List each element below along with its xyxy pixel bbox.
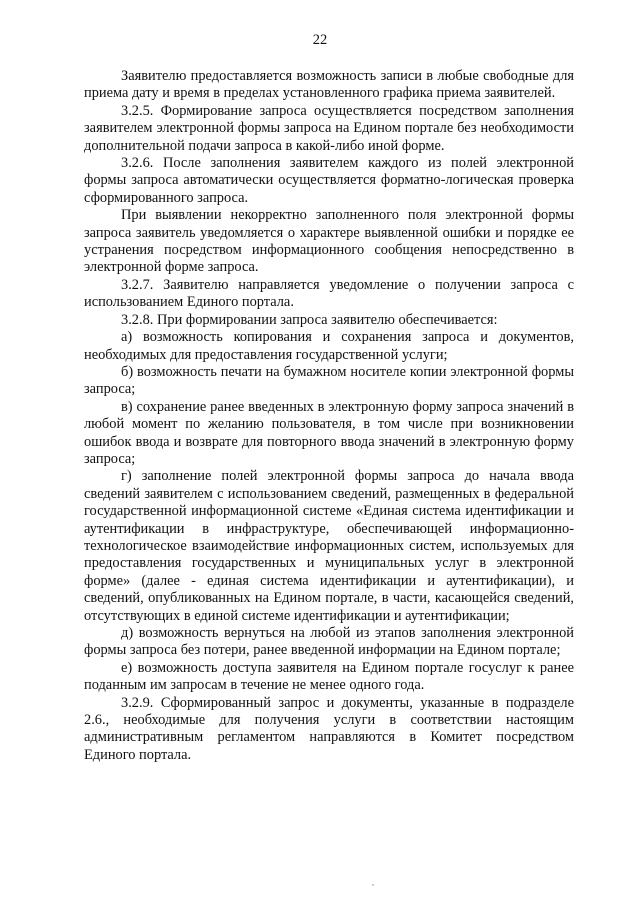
paragraph-3-2-7: 3.2.7. Заявителю направляется уведомление о получении запроса с использованием Единого портала. [84,276,574,311]
list-item-d: д) возможность вернуться на любой из этапов заполнения электронной формы запроса без потери, ранее введенной информации на Едином портале; [84,625,574,659]
paragraph-field-error-notice: При выявлении некорректно заполненного поля электронной формы запроса заявитель уведомляется о характере выявленной ошибки и порядке ее устранения посредством информационного сообщения непосредственно в электронной форме запроса. [84,207,574,276]
paragraph-appointment-booking: Заявителю предоставляется возможность записи в любые свободные для приема дату и время в пределах установленного графика приема заявителей. [84,68,574,102]
scan-speck [372,884,374,886]
list-item-g: г) заполнение полей электронной формы запроса до начала ввода сведений заявителем с использованием сведений, размещенных в федеральной государственной информационной системе «Единая система идентификации и аутентификации в инфраструктуре, обеспечивающей информационно-технологическое взаимодействие информационных систем, используемых для предоставления государственных и муниципальных услуг в электронной форме» (далее - единая система идентификации и аутентификации), и сведений, опубликованных на Едином портале, в части, касающейся сведений, отсутствующих в единой системе идентификации и аутентификации; [84,468,574,624]
paragraph-3-2-5: 3.2.5. Формирование запроса осуществляется посредством заполнения заявителем электронной формы запроса на Едином портале без необходимости дополнительной подачи запроса в какой-либо иной форме. [84,102,574,154]
list-item-e: е) возможность доступа заявителя на Едином портале госуслуг к ранее поданным им запросам в течение не менее одного года. [84,659,574,694]
page-number: 22 [312,32,328,48]
paragraph-3-2-6: 3.2.6. После заполнения заявителем каждого из полей электронной формы запроса автоматически осуществляется форматно-логическая проверка сформированного запроса. [84,155,574,206]
paragraph-3-2-9: 3.2.9. Сформированный запрос и документы, указанные в подразделе 2.6., необходимые для получения услуги в соответствии настоящим административным регламентом направляются в Комитет посредством Единого портала. [84,694,574,763]
document-body [84,68,574,764]
list-item-a: а) возможность копирования и сохранения запроса и документов, необходимых для предоставления государственной услуги; [84,329,574,363]
paragraph-3-2-8: 3.2.8. При формировании запроса заявителю обеспечивается: [121,311,498,328]
list-item-b: б) возможность печати на бумажном носителе копии электронной формы запроса; [84,363,574,398]
list-item-v: в) сохранение ранее введенных в электронную форму запроса значений в любой момент по желанию пользователя, в том числе при возникновении ошибок ввода и возврате для повторного ввода значений в электронную форму запроса; [84,398,574,467]
